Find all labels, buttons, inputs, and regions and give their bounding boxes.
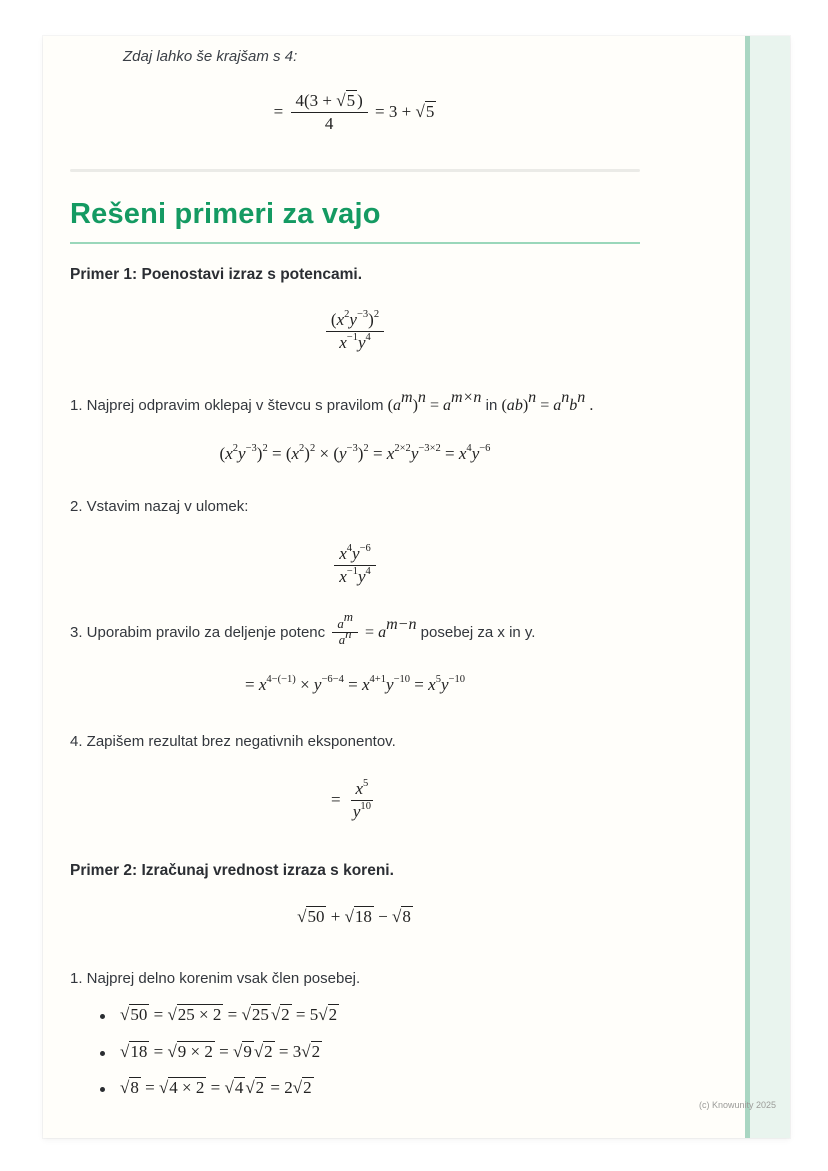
- step-3-text: 3. Uporabim pravilo za deljenje potenc $\frac{a^m}{a^n}$ = $a^{m-n}$ posebej za x in y.: [70, 610, 536, 648]
- section-heading: Rešeni primeri za vajo: [70, 198, 640, 244]
- intro-equation: = $\frac{4(3 + √5 )}{4}$ = 3 + √5: [273, 91, 435, 134]
- step-2-equation: $\frac{x^4y^{-6}}{x^{-1}y^4}$: [70, 544, 640, 588]
- list-item: [100, 1077, 640, 1098]
- bullet-icon: [100, 1051, 105, 1056]
- example2-title: Primer 2: Izračunaj vrednost izraza s koreni.: [70, 862, 394, 880]
- sqrt18-equation: √18 = √9 × 2 = √9 √2 = 3√2: [120, 1041, 321, 1061]
- step-1-text: 1. Najprej odpravim oklepaj v števcu s pravilom $(a^m)^n = a^{m\times n}$ in $(ab)^n = a^nb^n$ .: [70, 388, 594, 414]
- sqrt8-equation: √8 = √4 × 2 = √4 √2 = 2√2: [120, 1077, 312, 1097]
- sqrt-bullet-list: [100, 1004, 640, 1098]
- list-item: [100, 1004, 640, 1025]
- footer-credit: (c) Knowunity 2025: [698, 1100, 776, 1110]
- bullet-icon: [100, 1014, 105, 1019]
- sidebar-accent-line: [745, 36, 750, 1138]
- example1-title: Primer 1: Poenostavi izraz s potencami.: [70, 265, 363, 283]
- example2-expression: √50 + √18 − √8: [297, 907, 411, 927]
- sidebar-panel: [750, 36, 790, 1138]
- example1-expression: $\frac{(x^2y^{-3})^2}{x^{-1}y^4}$: [70, 310, 640, 354]
- sqrt50-equation: √50 = √25 × 2 = √25 √2 = 5√2: [120, 1005, 338, 1025]
- step-2-text: 2. Vstavim nazaj v ulomek:: [70, 498, 249, 516]
- page-content: [70, 36, 640, 1098]
- document-page: [43, 36, 790, 1138]
- bullet-icon: [100, 1087, 105, 1092]
- step-4-equation: = $\frac{x^5}{y^{10}}$: [70, 779, 640, 823]
- sqrt-step-text: 1. Najprej delno korenim vsak člen posebej.: [70, 969, 361, 987]
- step-4-text: 4. Zapišem rezultat brez negativnih eksponentov.: [70, 732, 396, 750]
- intro-note: Zdaj lahko še krajšam s 4:: [123, 48, 298, 65]
- section-divider: [70, 169, 640, 172]
- step-1-equation: $(x^2y^{-3})^2 = (x^2)^2 \times (y^{-3})^2 = x^{2\times 2}y^{-3\times 2} = x^4y^{-6}$: [219, 442, 491, 463]
- list-item: [100, 1041, 640, 1062]
- step-3-equation: = $x^{4-(-1)} \times y^{-6-4} = x^{4+1}y^{-10} = x^5y^{-10}$: [245, 673, 465, 694]
